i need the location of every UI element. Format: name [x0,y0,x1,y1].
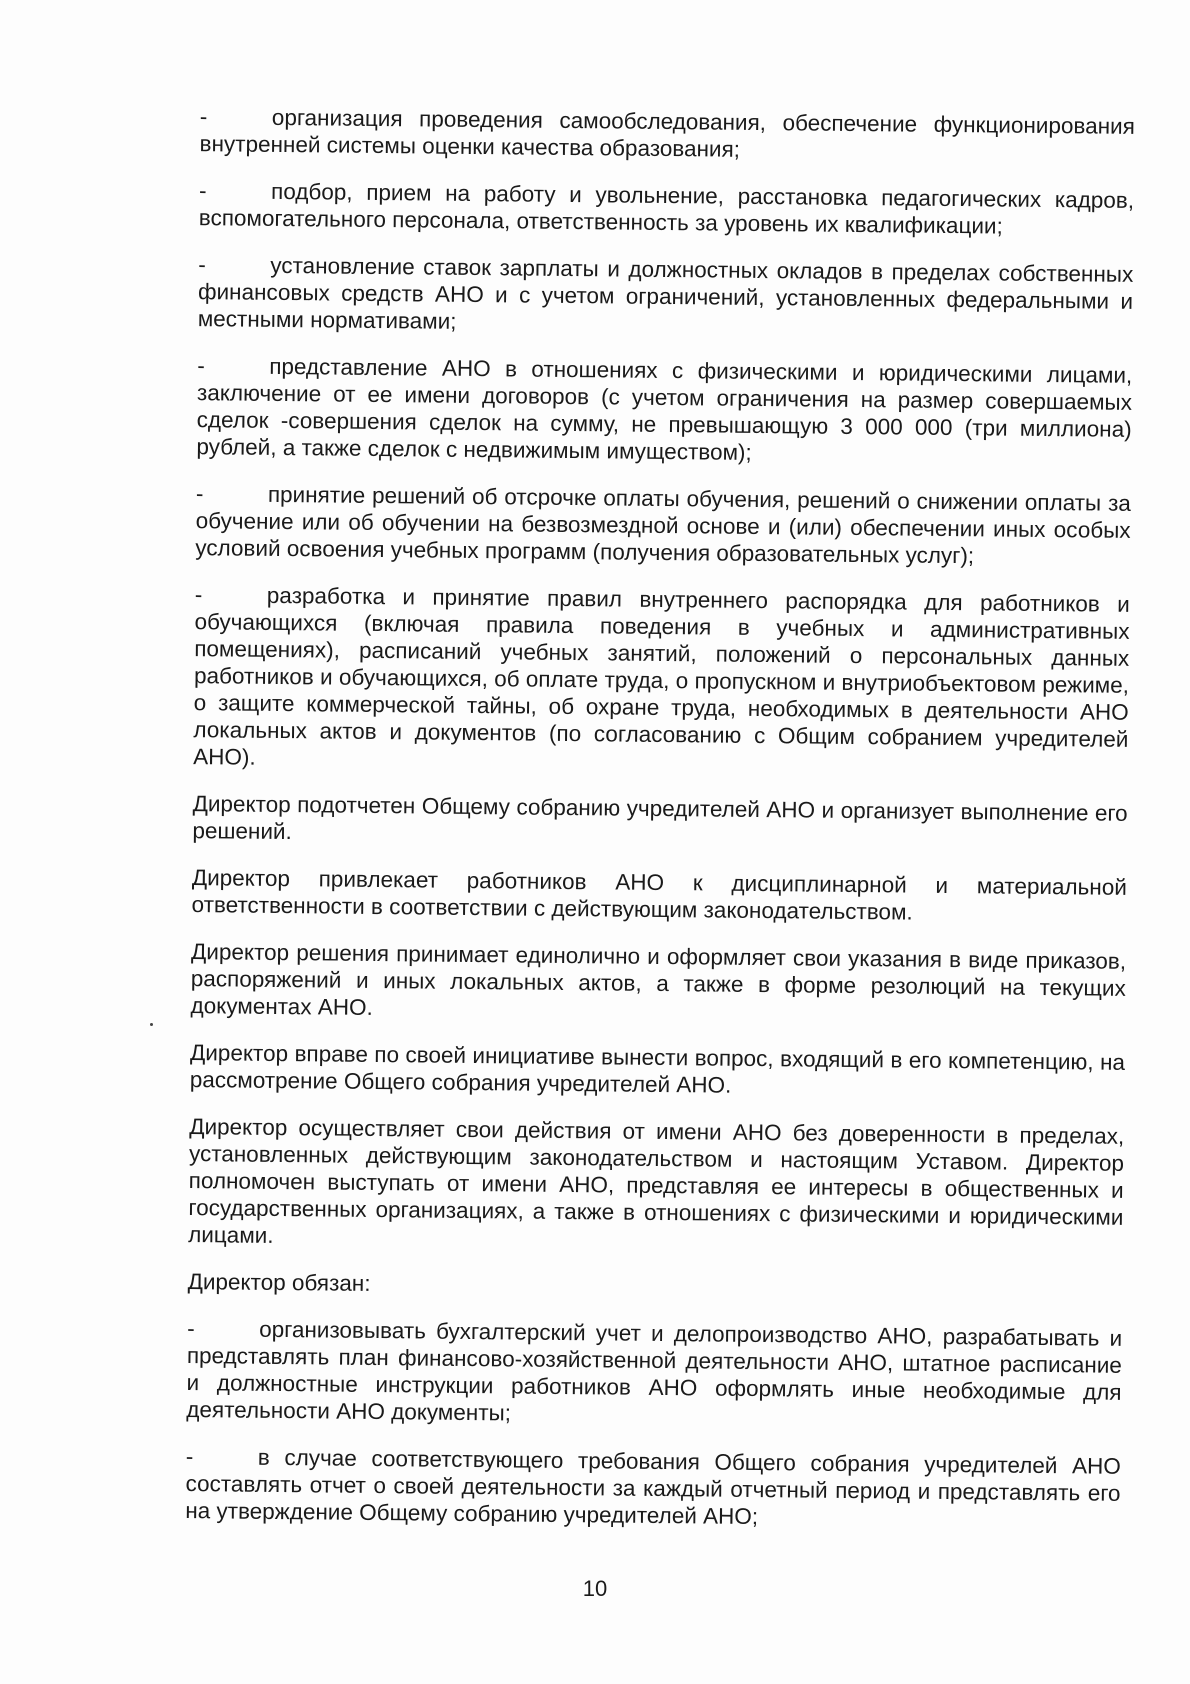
list-item [199,177,1135,241]
paragraph [190,938,1126,1029]
paragraph [188,1113,1124,1258]
paragraph-text: организация проведения самообследования, обеспечение функционирования внутренней системы оценки качества образования; [199,104,1135,162]
page-body [185,103,1135,1554]
paragraph-text: принятие решений об отсрочке оплаты обучения, решений о снижении оплаты за обучение или об обучении на безвозмездной основе и (или) обеспечении иных особых условий освоения учебных программ (получения образовательных услуг); [195,481,1132,569]
scan-speck [150,1023,153,1026]
bullet-dash: - [194,582,203,608]
bullet-dash: - [195,481,204,507]
paragraph [190,1039,1126,1103]
paragraph [188,1268,1123,1305]
bullet-dash: - [187,1316,195,1342]
bullet-dash: - [199,104,208,130]
paragraph-text: установление ставок зарплаты и должностных окладов в пределах собственных финансовых средств АНО и с учетом ограничений, установленных федеральными и местными нормативами; [197,252,1134,334]
paragraph [192,790,1128,854]
list-item [196,352,1132,470]
paragraph-text: Директор вправе по своей инициативе вынести вопрос, входящий в его компетенцию, на рассмотрение Общего собрания учредителей АНО. [189,1040,1126,1098]
paragraph-text: Директор решения принимает единолично и оформляет свои указания в виде приказов, распоряжений и иных локальных актов, а также в форме резолюций на текущих документах АНО. [190,939,1127,1020]
paragraph-text: Директор осуществляет свои действия от имени АНО без доверенности в пределах, установленных действующим законодательством и настоящим Уставом. Директор полномочен выступать от имени АНО, представляя ее интересы в общественных и государственных организациях, а также в отношениях с физическими и юридическими лицами. [188,1114,1125,1248]
paragraph-text: подбор, прием на работу и увольнение, расстановка педагогических кадров, вспомогательного персонала, ответственность за уровень их квалификации; [198,178,1135,239]
paragraph-text: организовывать бухгалтерский учет и делопроизводство АНО, разрабатывать и представлять план финансово-хозяйственной деятельности АНО, штатное расписание и должностные инструкции работников АНО оформлять иные необходимые для деятельности АНО документы; [186,1316,1123,1426]
list-item [186,1315,1122,1433]
paragraph-text: в случае соответствующего требования Общего собрания учредителей АНО составлять отчет о своей деятельности за каждый отчетный период и представлять его на утверждение Общему собранию учредителей АНО; [185,1444,1121,1530]
list-item [198,251,1134,342]
paragraph-text: Директор подотчетен Общему собранию учредителей АНО и организует выполнение его решений. [192,791,1128,845]
list-item [193,581,1130,780]
paragraph-text: Директор привлекает работников АНО к дисциплинарной и материальной ответственности в соответствии с действующим законодательством. [191,865,1127,925]
page-number: 10 [582,1576,608,1601]
list-item [195,480,1131,571]
bullet-dash: - [185,1444,194,1470]
list-item [199,103,1135,167]
bullet-dash: - [198,178,207,204]
paragraph-text: представление АНО в отношениях с физическими и юридическими лицами, заключение от ее имени договоров (с учетом ограничения на размер совершаемых сделок -совершения сделок на сумму, не превышающую 3 000 000 (три миллиона) рублей, а также сделок с недвижимым имуществом); [196,353,1133,465]
paragraph-text: Директор обязан: [187,1269,371,1296]
list-item [185,1443,1121,1534]
paragraph-text: разработка и принятие правил внутреннего распорядка для работников и обучающихся (включая правила поведения в учебных и административных помещениях), расписаний учебных занятий, положений о персональных данных работников и обучающихся, об оплате труда, о пропускном и внутриобъектовом режиме, о защите коммерческой тайны, об охране труда, необходимых в деятельности АНО локальных актов и документов (по согласованию с Общим собранием учредителей АНО). [193,582,1130,770]
bullet-dash: - [198,252,206,278]
bullet-dash: - [197,353,205,379]
paragraph [191,864,1127,928]
